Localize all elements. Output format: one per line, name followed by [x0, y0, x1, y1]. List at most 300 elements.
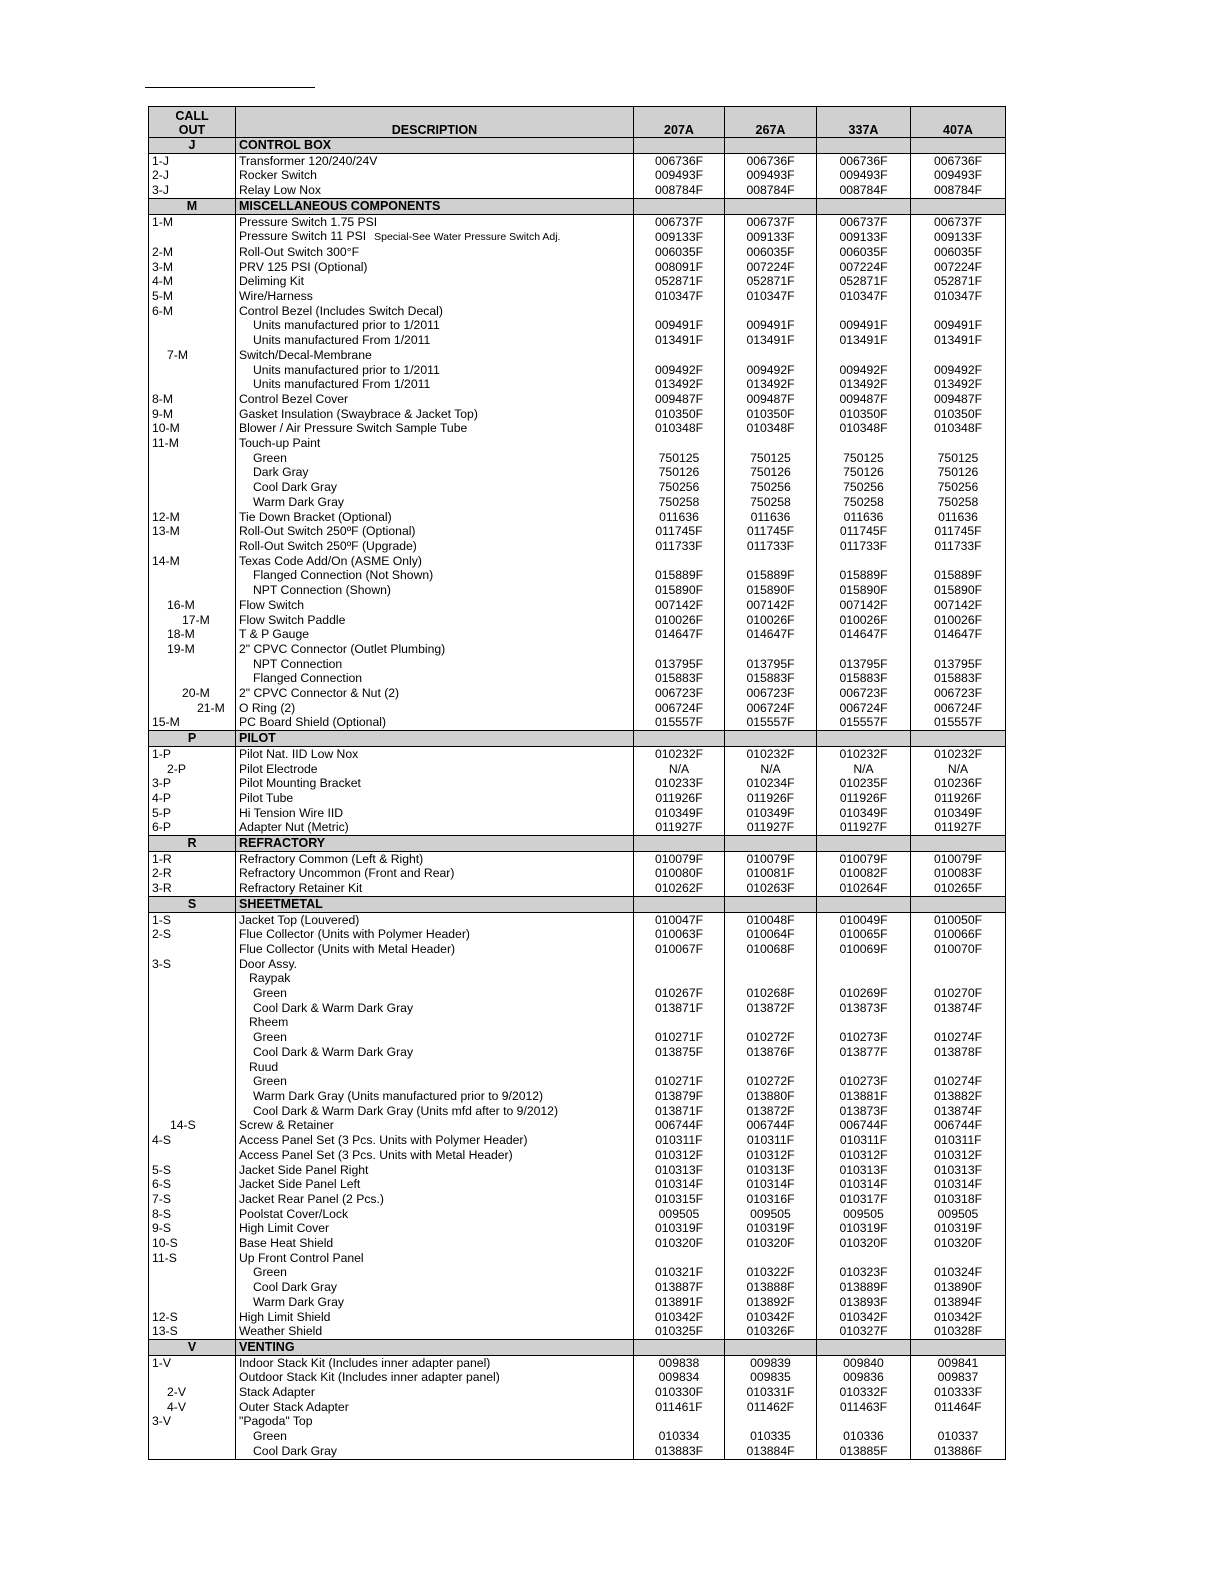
part-number-cell: 013878F: [911, 1045, 1006, 1060]
callout-cell: 10-M: [149, 421, 236, 436]
part-row: [149, 229, 1006, 245]
callout-cell: 1-M: [149, 214, 236, 229]
part-number-cell: [817, 1251, 911, 1266]
part-row: [149, 245, 1006, 260]
description-text: High Limit Shield: [239, 1309, 331, 1324]
description-cell: [236, 318, 634, 333]
callout-cell: 21-M: [149, 701, 236, 716]
part-number-cell: [634, 436, 725, 451]
callout-cell: [149, 1280, 236, 1295]
part-number-cell: 015883F: [634, 671, 725, 686]
part-number-cell: 010068F: [725, 942, 817, 957]
part-number-cell: 052871F: [725, 274, 817, 289]
part-number-cell: 750125: [817, 451, 911, 466]
part-number-cell: 007224F: [725, 260, 817, 275]
callout-cell: 1-P: [149, 746, 236, 761]
part-number-cell: 006736F: [911, 153, 1006, 168]
callout-cell: 9-S: [149, 1221, 236, 1236]
part-number-cell: 011926F: [634, 791, 725, 806]
part-number-cell: 006744F: [725, 1118, 817, 1133]
part-number-cell: 010272F: [725, 1074, 817, 1089]
part-row: [149, 568, 1006, 583]
part-number-cell: 009838: [634, 1355, 725, 1370]
part-number-cell: 010342F: [725, 1310, 817, 1325]
part-number-cell: 010326F: [725, 1324, 817, 1339]
part-number-cell: [725, 554, 817, 569]
callout-cell: 1-J: [149, 153, 236, 168]
part-number-cell: 013492F: [817, 377, 911, 392]
callout-cell: [149, 657, 236, 672]
description-text: Touch-up Paint: [239, 436, 321, 451]
part-number-cell: 006736F: [725, 153, 817, 168]
description-text: Control Bezel Cover: [239, 391, 349, 406]
part-number-cell: [634, 971, 725, 986]
section-letter: M: [149, 198, 236, 214]
part-number-cell: 006737F: [817, 214, 911, 229]
part-number-cell: 009840: [817, 1355, 911, 1370]
part-number-cell: 010274F: [911, 1074, 1006, 1089]
part-row: [149, 613, 1006, 628]
part-row: [149, 289, 1006, 304]
description-text: Refractory Uncommon (Front and Rear): [239, 866, 455, 881]
part-number-cell: 008784F: [817, 183, 911, 198]
description-cell: [236, 598, 634, 613]
description-cell: [236, 260, 634, 275]
part-number-cell: 010347F: [725, 289, 817, 304]
part-number-cell: 010026F: [634, 613, 725, 628]
part-number-cell: N/A: [911, 762, 1006, 777]
part-number-cell: 010083F: [911, 866, 1006, 881]
description-cell: [236, 701, 634, 716]
part-row: [149, 986, 1006, 1001]
callout-cell: [149, 1089, 236, 1104]
part-row: [149, 1163, 1006, 1178]
part-number-cell: 013891F: [634, 1295, 725, 1310]
part-number-cell: 750256: [911, 480, 1006, 495]
description-text: Cool Dark & Warm Dark Gray: [253, 1044, 414, 1059]
description-cell: [236, 715, 634, 730]
part-number-cell: [911, 1414, 1006, 1429]
callout-cell: 7-M: [149, 348, 236, 363]
description-text: Cool Dark & Warm Dark Gray: [253, 1000, 414, 1015]
callout-cell: [149, 1001, 236, 1016]
part-number-cell: 014647F: [634, 627, 725, 642]
description-text: "Pagoda" Top: [239, 1414, 313, 1429]
part-number-cell: 010026F: [725, 613, 817, 628]
callout-cell: [149, 583, 236, 598]
part-row: [149, 168, 1006, 183]
description-text: Texas Code Add/On (ASME Only): [239, 553, 422, 568]
part-number-cell: 006744F: [911, 1118, 1006, 1133]
part-number-cell: [725, 642, 817, 657]
part-number-cell: 750126: [817, 465, 911, 480]
description-cell: [236, 1221, 634, 1236]
part-number-cell: 011462F: [725, 1400, 817, 1415]
part-number-cell: 010314F: [725, 1177, 817, 1192]
part-number-cell: [911, 1015, 1006, 1030]
part-number-cell: 015890F: [817, 583, 911, 598]
part-number-cell: 013890F: [911, 1280, 1006, 1295]
part-number-cell: [634, 1414, 725, 1429]
part-row: [149, 1207, 1006, 1222]
description-cell: [236, 1236, 634, 1251]
callout-cell: 4-P: [149, 791, 236, 806]
part-number-cell: 010232F: [817, 746, 911, 761]
part-number-cell: [725, 304, 817, 319]
part-row: [149, 465, 1006, 480]
part-number-cell: 750258: [634, 495, 725, 510]
part-row: [149, 957, 1006, 972]
part-number-cell: 010233F: [634, 776, 725, 791]
part-row: [149, 627, 1006, 642]
description-cell: [236, 451, 634, 466]
description-text: Cool Dark Gray: [253, 1443, 337, 1458]
part-number-cell: 011733F: [911, 539, 1006, 554]
part-row: [149, 791, 1006, 806]
callout-cell: 3-M: [149, 260, 236, 275]
part-number-cell: 013795F: [634, 657, 725, 672]
part-number-cell: 015890F: [634, 583, 725, 598]
part-number-cell: 009505: [817, 1207, 911, 1222]
description-text: High Limit Cover: [239, 1221, 330, 1236]
part-number-cell: 010349F: [725, 806, 817, 821]
part-number-cell: 010321F: [634, 1265, 725, 1280]
part-number-cell: 010067F: [634, 942, 725, 957]
description-note: Special-See Water Pressure Switch Adj.: [374, 231, 561, 244]
callout-cell: [149, 480, 236, 495]
description-text: 2" CPVC Connector & Nut (2): [239, 686, 400, 701]
part-number-cell: 010328F: [911, 1324, 1006, 1339]
part-number-cell: 008784F: [634, 183, 725, 198]
part-row: [149, 1444, 1006, 1459]
callout-cell: [149, 1104, 236, 1119]
part-number-cell: 009837: [911, 1370, 1006, 1385]
description-text: Access Panel Set (3 Pcs. Units with Metal Header): [239, 1147, 513, 1162]
description-cell: [236, 1001, 634, 1016]
callout-cell: [149, 1370, 236, 1385]
description-text: Warm Dark Gray (Units manufactured prior to 9/2012): [253, 1089, 544, 1103]
part-number-cell: [911, 304, 1006, 319]
part-number-cell: 010313F: [634, 1163, 725, 1178]
part-row: [149, 1265, 1006, 1280]
part-number-cell: 010327F: [817, 1324, 911, 1339]
part-number-cell: 011636: [817, 510, 911, 525]
description-cell: [236, 348, 634, 363]
part-number-cell: 010232F: [911, 746, 1006, 761]
part-number-cell: 750256: [725, 480, 817, 495]
description-cell: [236, 1400, 634, 1415]
callout-cell: [149, 451, 236, 466]
part-number-cell: 006724F: [634, 701, 725, 716]
description-text: Cool Dark Gray: [253, 1280, 337, 1295]
part-number-cell: 750125: [634, 451, 725, 466]
description-text: Relay Low Nox: [239, 183, 321, 198]
part-number-cell: 006736F: [817, 153, 911, 168]
section-header-row: [149, 198, 1006, 214]
part-number-cell: 010320F: [911, 1236, 1006, 1251]
part-number-cell: 006724F: [725, 701, 817, 716]
part-number-cell: 013795F: [817, 657, 911, 672]
header-row: [149, 107, 1006, 138]
part-number-cell: 010269F: [817, 986, 911, 1001]
description-cell: [236, 820, 634, 835]
part-row: [149, 451, 1006, 466]
part-number-cell: 010049F: [817, 912, 911, 927]
description-cell: [236, 153, 634, 168]
description-text: Rheem: [249, 1015, 289, 1030]
description-cell: [236, 671, 634, 686]
description-cell: [236, 495, 634, 510]
callout-cell: 10-S: [149, 1236, 236, 1251]
description-cell: [236, 1444, 634, 1459]
part-number-cell: 010311F: [817, 1133, 911, 1148]
part-number-cell: 750258: [817, 495, 911, 510]
description-text: Pilot Mounting Bracket: [239, 776, 361, 791]
part-number-cell: 007224F: [911, 260, 1006, 275]
description-text: Door Assy.: [239, 956, 298, 971]
description-text: Base Heat Shield: [239, 1236, 334, 1251]
part-number-cell: 010323F: [817, 1265, 911, 1280]
part-number-cell: 013492F: [725, 377, 817, 392]
part-row: [149, 912, 1006, 927]
part-row: [149, 333, 1006, 348]
section-title: VENTING: [236, 1339, 634, 1355]
callout-cell: 2-M: [149, 245, 236, 260]
description-text: Weather Shield: [239, 1324, 323, 1339]
part-row: [149, 1060, 1006, 1075]
callout-cell: 5-M: [149, 289, 236, 304]
part-number-cell: 010348F: [911, 421, 1006, 436]
part-row: [149, 377, 1006, 392]
callout-cell: 3-V: [149, 1414, 236, 1429]
section-empty-cell: [911, 198, 1006, 214]
section-letter: S: [149, 896, 236, 912]
part-number-cell: 009487F: [634, 392, 725, 407]
description-cell: [236, 1324, 634, 1339]
part-row: [149, 495, 1006, 510]
part-row: [149, 524, 1006, 539]
description-text: Flanged Connection (Not Shown): [253, 568, 434, 583]
part-number-cell: 010026F: [817, 613, 911, 628]
part-row: [149, 1118, 1006, 1133]
description-cell: [236, 613, 634, 628]
description-cell: [236, 1414, 634, 1429]
callout-cell: 5-P: [149, 806, 236, 821]
part-number-cell: 013873F: [817, 1104, 911, 1119]
part-row: [149, 1324, 1006, 1339]
description-cell: [236, 363, 634, 378]
part-number-cell: 010265F: [911, 881, 1006, 896]
callout-cell: [149, 465, 236, 480]
part-number-cell: [725, 957, 817, 972]
description-cell: [236, 1295, 634, 1310]
part-row: [149, 1400, 1006, 1415]
description-text: Indoor Stack Kit (Includes inner adapter panel): [239, 1355, 491, 1370]
part-number-cell: 010312F: [911, 1148, 1006, 1163]
section-empty-cell: [911, 138, 1006, 154]
part-number-cell: 750126: [911, 465, 1006, 480]
part-row: [149, 671, 1006, 686]
part-number-cell: 013491F: [634, 333, 725, 348]
part-number-cell: 015557F: [817, 715, 911, 730]
part-number-cell: 015557F: [634, 715, 725, 730]
description-cell: [236, 214, 634, 229]
section-header-row: [149, 896, 1006, 912]
part-number-cell: 009493F: [911, 168, 1006, 183]
callout-cell: [149, 942, 236, 957]
part-number-cell: 009487F: [911, 392, 1006, 407]
part-number-cell: 006035F: [725, 245, 817, 260]
callout-cell: 14-M: [149, 554, 236, 569]
part-row: [149, 1280, 1006, 1295]
section-empty-cell: [911, 836, 1006, 852]
part-row: [149, 1074, 1006, 1089]
part-number-cell: 010314F: [817, 1177, 911, 1192]
part-number-cell: 013875F: [634, 1045, 725, 1060]
part-number-cell: 010314F: [911, 1177, 1006, 1192]
description-text: Wire/Harness: [239, 289, 313, 304]
part-number-cell: 009493F: [817, 168, 911, 183]
part-number-cell: 010313F: [817, 1163, 911, 1178]
part-row: [149, 1414, 1006, 1429]
callout-cell: [149, 363, 236, 378]
description-text: O Ring (2): [239, 700, 296, 715]
part-row: [149, 1236, 1006, 1251]
part-number-cell: 008784F: [911, 183, 1006, 198]
part-row: [149, 363, 1006, 378]
part-row: [149, 820, 1006, 835]
description-cell: [236, 1148, 634, 1163]
description-text: Flue Collector (Units with Polymer Header): [239, 927, 470, 942]
description-cell: [236, 1310, 634, 1325]
description-cell: [236, 1251, 634, 1266]
callout-cell: 8-M: [149, 392, 236, 407]
part-number-cell: 010236F: [911, 776, 1006, 791]
callout-cell: [149, 318, 236, 333]
callout-cell: 2-P: [149, 762, 236, 777]
description-cell: [236, 927, 634, 942]
part-number-cell: 011745F: [911, 524, 1006, 539]
callout-cell: 6-M: [149, 304, 236, 319]
description-text: Hi Tension Wire IID: [239, 805, 344, 820]
section-empty-cell: [817, 138, 911, 154]
description-cell: [236, 524, 634, 539]
description-text: Outdoor Stack Kit (Includes inner adapter panel): [239, 1370, 500, 1385]
description-cell: [236, 627, 634, 642]
part-number-cell: 015889F: [817, 568, 911, 583]
header-rule: [145, 87, 315, 88]
description-cell: [236, 762, 634, 777]
section-empty-cell: [725, 731, 817, 747]
description-text: Poolstat Cover/Lock: [239, 1206, 349, 1221]
callout-cell: 4-S: [149, 1133, 236, 1148]
description-cell: [236, 957, 634, 972]
description-text: Jacket Side Panel Left: [239, 1177, 361, 1192]
part-row: [149, 686, 1006, 701]
part-row: [149, 1192, 1006, 1207]
part-number-cell: 007142F: [911, 598, 1006, 613]
part-number-cell: 013873F: [817, 1001, 911, 1016]
part-number-cell: 015557F: [911, 715, 1006, 730]
part-row: [149, 436, 1006, 451]
part-number-cell: 013888F: [725, 1280, 817, 1295]
part-number-cell: 011733F: [725, 539, 817, 554]
part-number-cell: 006737F: [634, 214, 725, 229]
part-number-cell: 010349F: [817, 806, 911, 821]
part-row: [149, 1001, 1006, 1016]
part-number-cell: 011927F: [725, 820, 817, 835]
description-text: NPT Connection: [253, 656, 343, 671]
part-number-cell: 010319F: [634, 1221, 725, 1236]
part-number-cell: 013885F: [817, 1444, 911, 1459]
part-number-cell: 010026F: [911, 613, 1006, 628]
part-number-cell: 010320F: [725, 1236, 817, 1251]
description-cell: [236, 333, 634, 348]
part-number-cell: 010325F: [634, 1324, 725, 1339]
part-number-cell: 010316F: [725, 1192, 817, 1207]
part-number-cell: 750126: [725, 465, 817, 480]
callout-cell: 6-S: [149, 1177, 236, 1192]
part-row: [149, 762, 1006, 777]
description-text: Screw & Retainer: [239, 1118, 334, 1133]
description-text: Pressure Switch 11 PSI: [239, 229, 367, 244]
description-text: Control Bezel (Includes Switch Decal): [239, 303, 443, 318]
part-row: [149, 881, 1006, 896]
part-number-cell: 011464F: [911, 1400, 1006, 1415]
section-empty-cell: [634, 138, 725, 154]
part-number-cell: 013871F: [634, 1001, 725, 1016]
part-number-cell: 010079F: [634, 851, 725, 866]
callout-cell: [149, 971, 236, 986]
part-number-cell: 009133F: [634, 229, 725, 245]
part-number-cell: 009487F: [817, 392, 911, 407]
part-row: [149, 1030, 1006, 1045]
part-number-cell: 011927F: [911, 820, 1006, 835]
callout-cell: 5-S: [149, 1163, 236, 1178]
part-row: [149, 971, 1006, 986]
section-header-row: [149, 1339, 1006, 1355]
description-text: Pilot Tube: [239, 790, 294, 805]
part-number-cell: 750256: [634, 480, 725, 495]
description-cell: [236, 1133, 634, 1148]
description-text: Cool Dark & Warm Dark Gray (Units mfd after to 9/2012): [253, 1103, 558, 1118]
part-number-cell: 010318F: [911, 1192, 1006, 1207]
description-cell: [236, 1429, 634, 1444]
part-number-cell: 006724F: [911, 701, 1006, 716]
callout-cell: 20-M: [149, 686, 236, 701]
part-number-cell: 010347F: [817, 289, 911, 304]
description-cell: [236, 289, 634, 304]
part-number-cell: 011463F: [817, 1400, 911, 1415]
callout-cell: 2-V: [149, 1385, 236, 1400]
description-text: Jacket Top (Louvered): [239, 912, 360, 927]
description-text: Cool Dark Gray: [253, 480, 337, 495]
section-empty-cell: [817, 1339, 911, 1355]
part-number-cell: 011927F: [817, 820, 911, 835]
part-number-cell: 015883F: [725, 671, 817, 686]
part-row: [149, 510, 1006, 525]
part-row: [149, 421, 1006, 436]
part-number-cell: 052871F: [911, 274, 1006, 289]
callout-cell: 11-S: [149, 1251, 236, 1266]
part-number-cell: 010050F: [911, 912, 1006, 927]
part-number-cell: 010079F: [911, 851, 1006, 866]
description-cell: [236, 1355, 634, 1370]
description-cell: [236, 686, 634, 701]
description-cell: [236, 421, 634, 436]
part-number-cell: 011461F: [634, 1400, 725, 1415]
part-row: [149, 1089, 1006, 1104]
